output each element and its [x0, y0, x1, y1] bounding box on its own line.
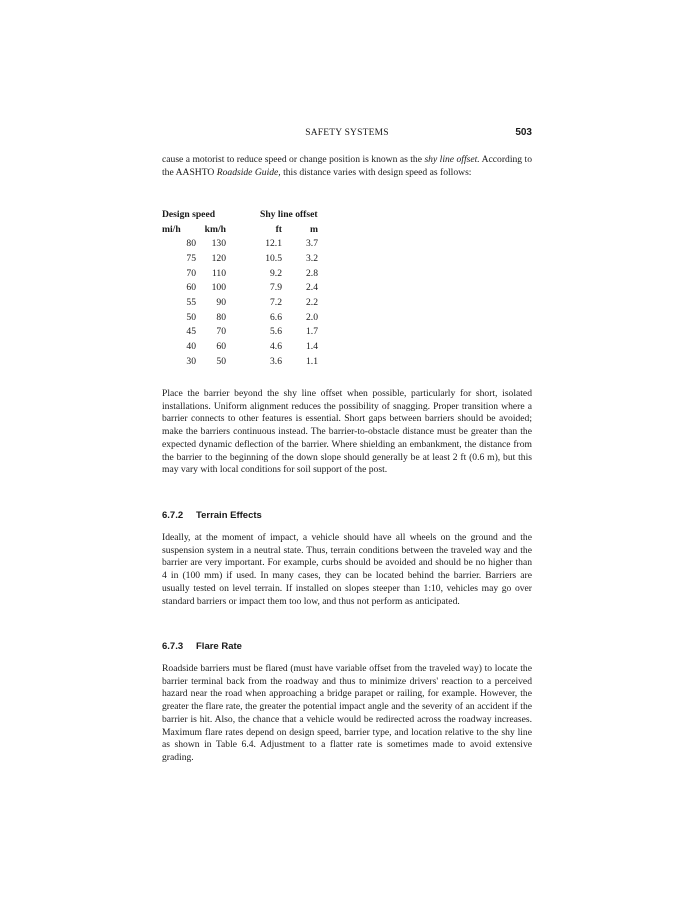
table-row: [162, 236, 318, 251]
cell-ft: 3.6: [270, 355, 282, 367]
cell-ft: 9.2: [270, 267, 282, 279]
page-number: 503: [515, 127, 532, 138]
cell-kmh: 80: [216, 311, 226, 323]
cell-kmh: 90: [216, 296, 226, 308]
cell-m: 2.2: [306, 296, 318, 308]
table-row: [162, 354, 318, 369]
intro-text-middle: According to the AASHTO: [162, 154, 532, 178]
table-row: [162, 280, 318, 295]
cell-ft: 7.9: [270, 282, 282, 294]
intro-text-after: this distance varies with design speed as follows:: [280, 166, 472, 178]
cell-ft: 7.2: [270, 296, 282, 308]
group-header-design-speed: Design speed: [162, 208, 216, 220]
cell-ft: 6.6: [270, 311, 282, 323]
cell-mih: 55: [186, 296, 196, 308]
table-row: [162, 251, 318, 266]
section-heading-terrain-effects: [162, 510, 262, 521]
table-column-header-row: [162, 222, 318, 237]
intro-paragraph: [162, 154, 532, 179]
table-row: [162, 325, 318, 340]
running-head: [162, 128, 532, 142]
cell-mih: 70: [186, 267, 196, 279]
cell-kmh: 70: [216, 326, 226, 338]
table-body: [162, 236, 318, 368]
source-title: Roadside Guide,: [216, 166, 281, 178]
section-number: 6.7.3: [162, 641, 184, 652]
column-header-mih: mi/h: [162, 223, 181, 235]
flare-rate-paragraph: Roadside barriers must be flared (must have variable offset from the traveled way) to locate the barrier terminal back from the roadway and thus to minimize drivers' reaction to a perceived hazard near the road when approaching a bridge parapet or railing, for example. However, the greater the flare rate, the greater the potential impact angle and the severity of an accident if the barrier is hit. Also, the chance that a vehicle would be redirected across the roadway increases. Maximum flare rates depend on design speed, barrier type, and location relative to the shy line as shown in Table 6.4. Adjustment to a flatter rate is sometimes made to avoid extensive grading.: [162, 663, 532, 763]
cell-kmh: 130: [211, 238, 226, 250]
table-row: [162, 295, 318, 310]
table-row: [162, 339, 318, 354]
cell-m: 1.7: [306, 326, 318, 338]
cell-ft: 4.6: [270, 341, 282, 353]
cell-kmh: 60: [216, 341, 226, 353]
cell-mih: 30: [186, 355, 196, 367]
cell-mih: 80: [186, 238, 196, 250]
section-title: Flare Rate: [196, 641, 242, 652]
section-heading-flare-rate: [162, 641, 242, 652]
cell-mih: 45: [186, 326, 196, 338]
cell-m: 2.8: [306, 267, 318, 279]
cell-m: 2.0: [306, 311, 318, 323]
cell-mih: 40: [186, 341, 196, 353]
terrain-effects-paragraph: Ideally, at the moment of impact, a vehicle should have all wheels on the ground and the suspension system in a neutral state. Thus, terrain conditions between the traveled way and the barrier are very important. For example, curbs should be avoided and should be no higher than 4 in (100 mm) if used. In many cases, they can be located behind the barrier. Barriers are usually tested on level terrain. If installed on slopes steeper than 1:10, vehicles may go over standard barriers or impact them too low, and thus not perform as anticipated.: [162, 532, 532, 607]
cell-mih: 50: [186, 311, 196, 323]
cell-m: 1.1: [306, 355, 318, 367]
cell-ft: 5.6: [270, 326, 282, 338]
cell-mih: 60: [186, 282, 196, 294]
cell-kmh: 50: [216, 355, 226, 367]
cell-m: 2.4: [306, 282, 318, 294]
intro-text-before: cause a motorist to reduce speed or change position is known as the: [162, 154, 425, 165]
table-row: [162, 310, 318, 325]
column-header-ft: ft: [275, 223, 282, 235]
table-row: [162, 266, 318, 281]
table-group-header-row: [162, 207, 318, 222]
cell-kmh: 120: [211, 252, 226, 264]
shy-line-table: [162, 207, 318, 369]
column-header-m: m: [310, 223, 318, 235]
cell-mih: 75: [186, 252, 196, 264]
cell-ft: 12.1: [265, 238, 282, 250]
section-title: Terrain Effects: [196, 510, 262, 521]
cell-m: 1.4: [306, 341, 318, 353]
cell-kmh: 110: [211, 267, 226, 279]
cell-kmh: 100: [211, 282, 226, 294]
cell-m: 3.7: [306, 238, 318, 250]
placement-paragraph: Place the barrier beyond the shy line offset when possible, particularly for short, isolated installations. Uniform alignment reduces the possibility of snagging. Proper transition where a barrier connects to other features is essential. Short gaps between barriers should be avoided; make the barriers continuous instead. The barrier-to-obstacle distance must be greater than the expected dynamic deflection of the barrier. Where shielding an embankment, the distance from the barrier to the beginning of the down slope should generally be at least 2 ft (0.6 m), but this may vary with local conditions for soil support of the post.: [162, 388, 532, 476]
running-title: SAFETY SYSTEMS: [305, 128, 389, 138]
shy-line-term: shy line offset.: [424, 154, 480, 165]
cell-ft: 10.5: [265, 252, 282, 264]
column-header-kmh: km/h: [204, 223, 226, 235]
group-header-shy-line-offset: Shy line offset: [260, 208, 318, 220]
section-number: 6.7.2: [162, 510, 184, 521]
cell-m: 3.2: [306, 252, 318, 264]
